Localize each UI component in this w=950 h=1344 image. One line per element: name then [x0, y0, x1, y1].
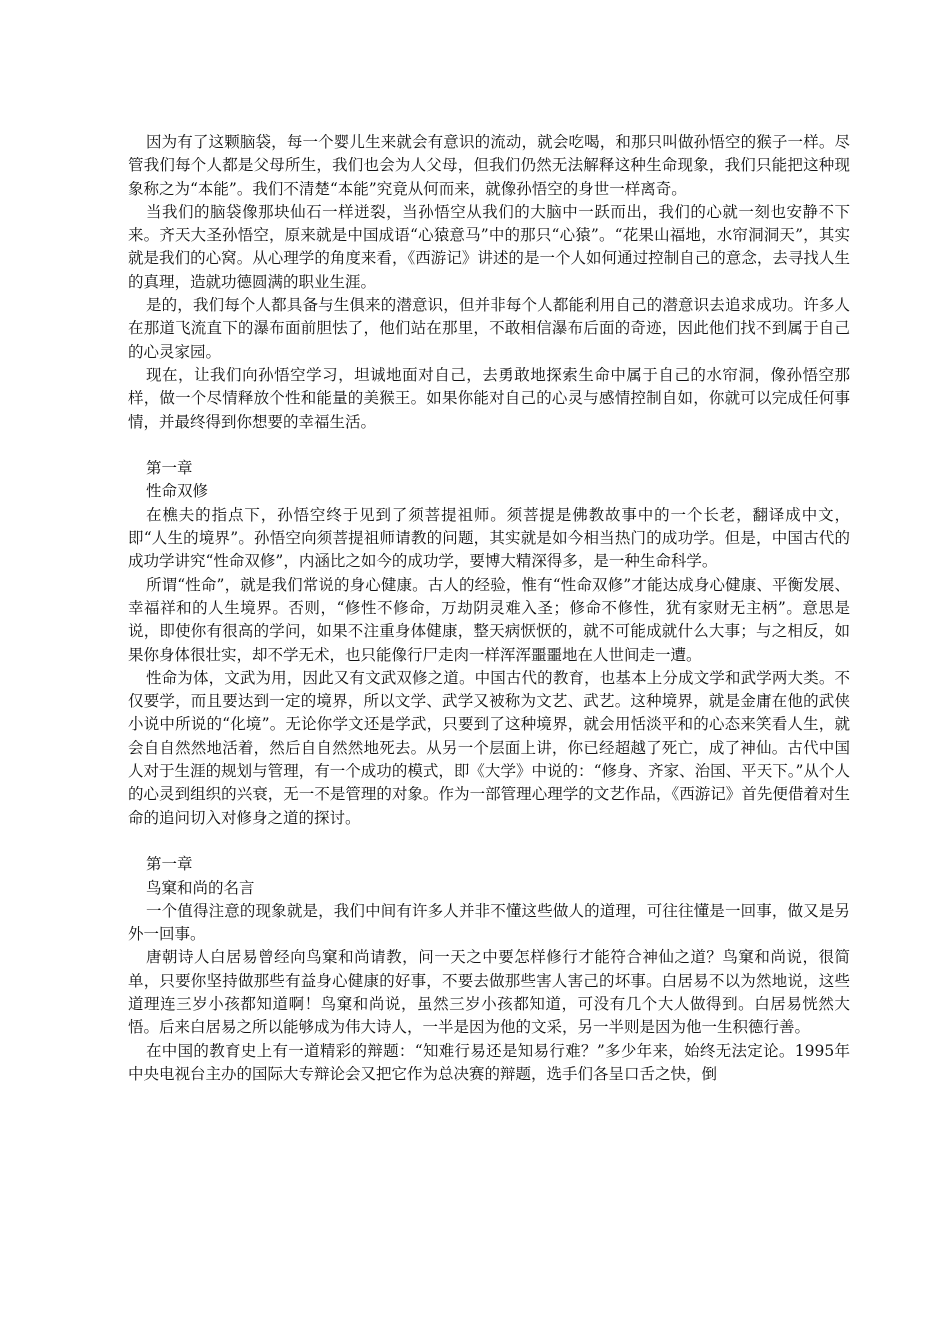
section2-paragraph-1: 一个值得注意的现象就是，我们中间有许多人并非不懂这些做人的道理，可往往懂是一回事，做又是另外一回事。 — [128, 901, 850, 944]
section2-title: 鸟窠和尚的名言 — [146, 878, 255, 897]
section-spacer — [128, 830, 850, 853]
section1-title: 性命双修 — [146, 482, 209, 501]
section2-chapter-heading: 第一章 — [146, 855, 193, 874]
section1-chapter-heading: 第一章 — [146, 459, 193, 478]
intro-paragraph-2: 当我们的脑袋像那块仙石一样迸裂，当孙悟空从我们的大脑中一跃而出，我们的心就一刻也安静不下来。齐天大圣孙悟空，原来就是中国成语“心猿意马”中的那只“心猿”。“花果山福地，水帘洞洞天”，其实就是我们的心窝。从心理学的角度来看，《西游记》讲述的是一个人如何通过控制自己的意念，去寻找人生的真理，造就功德圆满的职业生涯。 — [128, 202, 850, 291]
intro-paragraph-3: 是的，我们每个人都具备与生俱来的潜意识，但并非每个人都能利用自己的潜意识去追求成功。许多人在那道飞流直下的瀑布面前胆怯了，他们站在那里，不敢相信瀑布后面的奇迹，因此他们找不到属于自己的心灵家园。 — [128, 296, 850, 361]
document-page — [128, 131, 850, 1086]
section2-paragraph-2: 唐朝诗人白居易曾经向鸟窠和尚请教，问一天之中要怎样修行才能符合神仙之道？鸟窠和尚说，很简单，只要你坚持做那些有益身心健康的好事，不要去做那些害人害己的坏事。白居易不以为然地说，这些道理连三岁小孩都知道啊！鸟窠和尚说，虽然三岁小孩都知道，可没有几个大人做得到。白居易恍然大悟。后来白居易之所以能够成为伟大诗人，一半是因为他的文采，另一半则是因为他一生积德行善。 — [128, 948, 850, 1037]
section1-paragraph-1: 在樵夫的指点下，孙悟空终于见到了须菩提祖师。须菩提是佛教故事中的一个长老，翻译成中文，即“人生的境界”。孙悟空向须菩提祖师请教的问题，其实就是如今相当热门的成功学。但是，中国古代的成功学讲究“性命双修”，内涵比之如今的成功学，要博大精深得多，是一种生命科学。 — [128, 505, 850, 571]
intro-paragraph-4: 现在，让我们向孙悟空学习，坦诚地面对自己，去勇敢地探索生命中属于自己的水帘洞，像孙悟空那样，做一个尽情释放个性和能量的美猴王。如果你能对自己的心灵与感情控制自如，你就可以完成任何事情，并最终得到你想要的幸福生活。 — [128, 365, 850, 431]
section-spacer — [128, 434, 850, 457]
section1-paragraph-3: 性命为体，文武为用，因此又有文武双修之道。中国古代的教育，也基本上分成文学和武学两大类。不仅要学，而且要达到一定的境界，所以文学、武学又被称为文艺、武艺。这种境界，就是金庸在他的武侠小说中所说的“化境”。无论你学文还是学武，只要到了这种境界，就会用恬淡平和的心态来笑看人生，就会自自然然地活着，然后自自然然地死去。从另一个层面上讲，你已经超越了死亡，成了神仙。古代中国人对于生涯的规划与管理，有一个成功的模式，即《大学》中说的：“修身、齐家、治国、平天下。”从个人的心灵到组织的兴衰，无一不是管理的对象。作为一部管理心理学的文艺作品，《西游记》首先便借着对生命的追问切入对修身之道的探讨。 — [128, 668, 850, 827]
section2-paragraph-3: 在中国的教育史上有一道精彩的辩题：“知难行易还是知易行难？”多少年来，始终无法定论。1995年中央电视台主办的国际大专辩论会又把它作为总决赛的辩题，选手们各呈口舌之快，倒 — [128, 1041, 850, 1083]
section1-paragraph-2: 所谓“性命”，就是我们常说的身心健康。古人的经验，惟有“性命双修”才能达成身心健康、平衡发展、幸福祥和的人生境界。否则，“修性不修命，万劫阴灵难入圣；修命不修性，犹有家财无主柄”。意思是说，即使你有很高的学问，如果不注重身体健康，整天病恹恹的，就不可能成就什么大事；与之相反，如果你身体很壮实，却不学无术，也只能像行尸走肉一样浑浑噩噩地在人世间走一遭。 — [128, 575, 850, 664]
intro-paragraph-1: 因为有了这颗脑袋，每一个婴儿生来就会有意识的流动，就会吃喝，和那只叫做孙悟空的猴子一样。尽管我们每个人都是父母所生，我们也会为人父母，但我们仍然无法解释这种生命现象，我们只能把这种现象称之为“本能”。我们不清楚“本能”究竟从何而来，就像孙悟空的身世一样离奇。 — [128, 133, 850, 198]
